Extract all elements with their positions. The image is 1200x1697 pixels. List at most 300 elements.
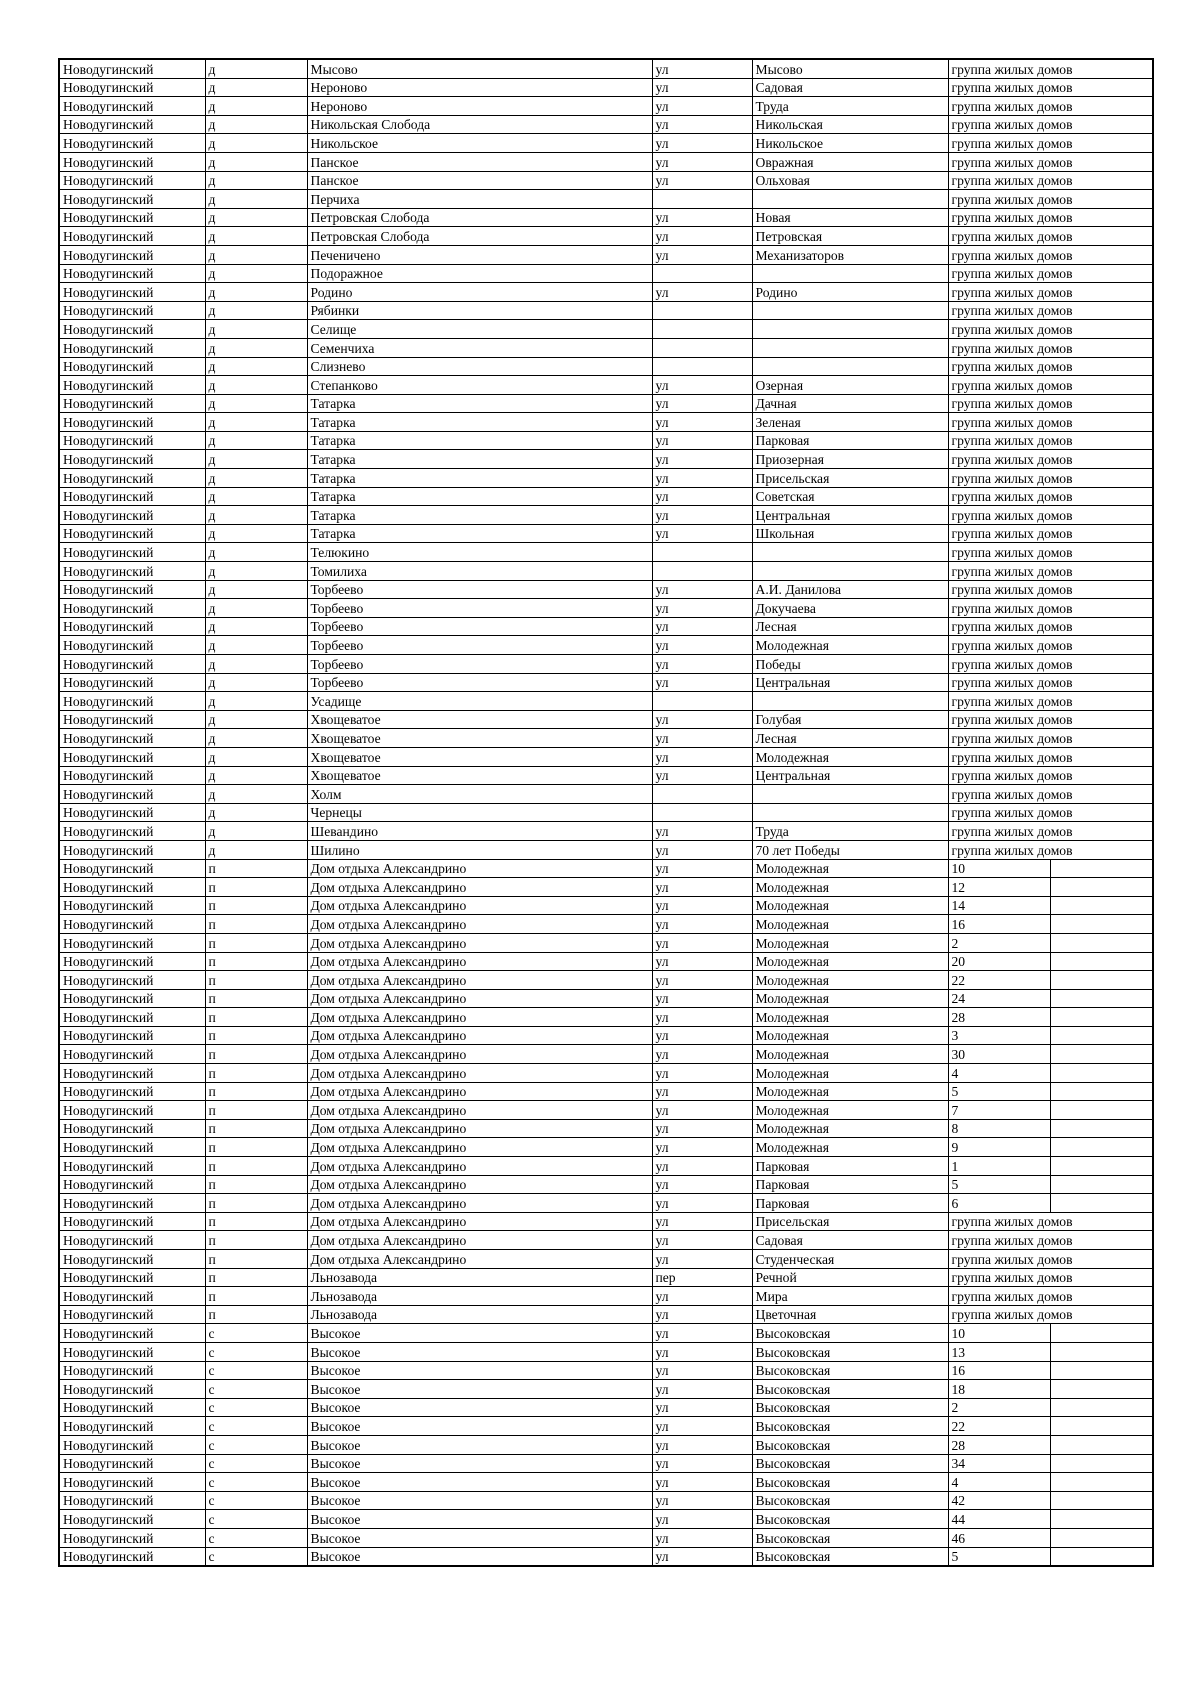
settlement-name-cell: Селище — [307, 320, 652, 339]
street-type-cell — [652, 264, 752, 283]
table-row — [59, 1008, 1153, 1027]
table-row — [59, 1305, 1153, 1324]
district-cell: Новодугинский — [59, 1157, 205, 1176]
table-row — [59, 190, 1153, 209]
empty-cell — [1050, 1175, 1153, 1194]
settlement-name-cell: Татарка — [307, 431, 652, 450]
street-type-cell: ул — [652, 617, 752, 636]
district-cell: Новодугинский — [59, 283, 205, 302]
house-cell: группа жилых домов — [948, 450, 1153, 469]
settlement-type-cell: д — [205, 115, 307, 134]
street-type-cell: ул — [652, 1305, 752, 1324]
settlement-name-cell: Дом отдыха Александрино — [307, 971, 652, 990]
settlement-name-cell: Петровская Слобода — [307, 208, 652, 227]
settlement-name-cell: Высокое — [307, 1380, 652, 1399]
address-table — [58, 58, 1154, 1567]
empty-cell — [1050, 1157, 1153, 1176]
house-cell: 1 — [948, 1157, 1050, 1176]
table-row — [59, 394, 1153, 413]
district-cell: Новодугинский — [59, 1491, 205, 1510]
district-cell: Новодугинский — [59, 655, 205, 674]
settlement-name-cell: Мысово — [307, 59, 652, 78]
house-cell: 9 — [948, 1138, 1050, 1157]
settlement-name-cell: Высокое — [307, 1324, 652, 1343]
settlement-type-cell: д — [205, 227, 307, 246]
house-cell: группа жилых домов — [948, 227, 1153, 246]
settlement-type-cell: д — [205, 283, 307, 302]
street-type-cell: ул — [652, 915, 752, 934]
settlement-name-cell: Татарка — [307, 524, 652, 543]
house-cell: группа жилых домов — [948, 729, 1153, 748]
street-name-cell: Высоковская — [752, 1473, 948, 1492]
settlement-name-cell: Дом отдыха Александрино — [307, 1157, 652, 1176]
settlement-name-cell: Печеничено — [307, 245, 652, 264]
street-name-cell: Никольская — [752, 115, 948, 134]
street-name-cell: Приозерная — [752, 450, 948, 469]
table-row — [59, 357, 1153, 376]
house-cell: 44 — [948, 1510, 1050, 1529]
settlement-type-cell: д — [205, 245, 307, 264]
table-row — [59, 376, 1153, 395]
settlement-name-cell: Дом отдыха Александрино — [307, 915, 652, 934]
settlement-type-cell: п — [205, 1026, 307, 1045]
house-cell: группа жилых домов — [948, 617, 1153, 636]
street-type-cell: ул — [652, 655, 752, 674]
table-row — [59, 822, 1153, 841]
settlement-name-cell: Панское — [307, 171, 652, 190]
settlement-name-cell: Татарка — [307, 469, 652, 488]
district-cell: Новодугинский — [59, 301, 205, 320]
table-row — [59, 1342, 1153, 1361]
settlement-type-cell: д — [205, 524, 307, 543]
table-row — [59, 1026, 1153, 1045]
settlement-type-cell: п — [205, 859, 307, 878]
house-cell: группа жилых домов — [948, 1268, 1153, 1287]
table-row — [59, 1101, 1153, 1120]
settlement-type-cell: д — [205, 729, 307, 748]
settlement-name-cell: Дом отдыха Александрино — [307, 1101, 652, 1120]
street-name-cell: Лесная — [752, 617, 948, 636]
district-cell: Новодугинский — [59, 878, 205, 897]
table-row — [59, 208, 1153, 227]
street-name-cell: Молодежная — [752, 971, 948, 990]
table-row — [59, 1045, 1153, 1064]
street-name-cell: Труда — [752, 822, 948, 841]
settlement-type-cell: д — [205, 152, 307, 171]
table-row — [59, 599, 1153, 618]
district-cell: Новодугинский — [59, 1082, 205, 1101]
settlement-type-cell: д — [205, 487, 307, 506]
settlement-name-cell: Татарка — [307, 487, 652, 506]
house-cell: 3 — [948, 1026, 1050, 1045]
settlement-name-cell: Усадище — [307, 692, 652, 711]
table-row — [59, 264, 1153, 283]
settlement-name-cell: Дом отдыха Александрино — [307, 1138, 652, 1157]
street-name-cell: Зеленая — [752, 413, 948, 432]
settlement-type-cell: п — [205, 915, 307, 934]
street-name-cell: Молодежная — [752, 1045, 948, 1064]
settlement-name-cell: Телюкино — [307, 543, 652, 562]
settlement-name-cell: Петровская Слобода — [307, 227, 652, 246]
table-row — [59, 1250, 1153, 1269]
street-type-cell — [652, 785, 752, 804]
street-name-cell: Парковая — [752, 1175, 948, 1194]
district-cell: Новодугинский — [59, 710, 205, 729]
table-row — [59, 1417, 1153, 1436]
table-row — [59, 413, 1153, 432]
house-cell: 10 — [948, 1324, 1050, 1343]
empty-cell — [1050, 1045, 1153, 1064]
district-cell: Новодугинский — [59, 376, 205, 395]
settlement-name-cell: Высокое — [307, 1454, 652, 1473]
settlement-type-cell: с — [205, 1473, 307, 1492]
district-cell: Новодугинский — [59, 562, 205, 581]
district-cell: Новодугинский — [59, 1324, 205, 1343]
street-name-cell: Голубая — [752, 710, 948, 729]
district-cell: Новодугинский — [59, 1435, 205, 1454]
settlement-type-cell: д — [205, 580, 307, 599]
house-cell: 13 — [948, 1342, 1050, 1361]
table-row — [59, 785, 1153, 804]
house-cell: группа жилых домов — [948, 152, 1153, 171]
street-name-cell: Молодежная — [752, 1082, 948, 1101]
street-type-cell: ул — [652, 1157, 752, 1176]
empty-cell — [1050, 1380, 1153, 1399]
settlement-type-cell: п — [205, 1231, 307, 1250]
settlement-name-cell: Дом отдыха Александрино — [307, 1064, 652, 1083]
street-type-cell: ул — [652, 152, 752, 171]
street-type-cell — [652, 803, 752, 822]
street-type-cell: ул — [652, 171, 752, 190]
street-type-cell: ул — [652, 1361, 752, 1380]
district-cell: Новодугинский — [59, 1305, 205, 1324]
street-name-cell: Высоковская — [752, 1398, 948, 1417]
settlement-name-cell: Высокое — [307, 1528, 652, 1547]
street-name-cell: Молодежная — [752, 1101, 948, 1120]
table-row — [59, 766, 1153, 785]
house-cell: 4 — [948, 1473, 1050, 1492]
settlement-name-cell: Нероново — [307, 78, 652, 97]
district-cell: Новодугинский — [59, 1417, 205, 1436]
street-name-cell: Ольховая — [752, 171, 948, 190]
street-name-cell: 70 лет Победы — [752, 840, 948, 859]
street-type-cell: ул — [652, 115, 752, 134]
settlement-type-cell: д — [205, 692, 307, 711]
settlement-type-cell: д — [205, 617, 307, 636]
house-cell: группа жилых домов — [948, 636, 1153, 655]
house-cell: группа жилых домов — [948, 840, 1153, 859]
settlement-type-cell: д — [205, 134, 307, 153]
settlement-name-cell: Высокое — [307, 1342, 652, 1361]
table-row — [59, 747, 1153, 766]
house-cell: группа жилых домов — [948, 655, 1153, 674]
street-type-cell — [652, 543, 752, 562]
settlement-name-cell: Холм — [307, 785, 652, 804]
settlement-name-cell: Дом отдыха Александрино — [307, 1008, 652, 1027]
house-cell: группа жилых домов — [948, 190, 1153, 209]
street-name-cell: Центральная — [752, 673, 948, 692]
street-type-cell: ул — [652, 1454, 752, 1473]
settlement-type-cell: д — [205, 562, 307, 581]
settlement-name-cell: Дом отдыха Александрино — [307, 1045, 652, 1064]
street-type-cell: ул — [652, 673, 752, 692]
settlement-name-cell: Хвощеватое — [307, 729, 652, 748]
house-cell: группа жилых домов — [948, 599, 1153, 618]
district-cell: Новодугинский — [59, 1287, 205, 1306]
settlement-type-cell: д — [205, 376, 307, 395]
empty-cell — [1050, 989, 1153, 1008]
street-name-cell: Присельская — [752, 1212, 948, 1231]
street-name-cell: Высоковская — [752, 1361, 948, 1380]
settlement-type-cell: п — [205, 1194, 307, 1213]
house-cell: группа жилых домов — [948, 803, 1153, 822]
house-cell: 22 — [948, 971, 1050, 990]
district-cell: Новодугинский — [59, 822, 205, 841]
street-name-cell: Мира — [752, 1287, 948, 1306]
settlement-name-cell: Панское — [307, 152, 652, 171]
settlement-type-cell: д — [205, 264, 307, 283]
street-name-cell: Мысово — [752, 59, 948, 78]
district-cell: Новодугинский — [59, 971, 205, 990]
settlement-type-cell: д — [205, 822, 307, 841]
street-type-cell: ул — [652, 450, 752, 469]
street-type-cell: ул — [652, 59, 752, 78]
street-type-cell: ул — [652, 747, 752, 766]
settlement-name-cell: Никольское — [307, 134, 652, 153]
street-name-cell: Механизаторов — [752, 245, 948, 264]
street-type-cell: ул — [652, 599, 752, 618]
table-row — [59, 450, 1153, 469]
settlement-type-cell: с — [205, 1342, 307, 1361]
street-name-cell: Школьная — [752, 524, 948, 543]
street-name-cell: Докучаева — [752, 599, 948, 618]
street-name-cell — [752, 264, 948, 283]
settlement-name-cell: Рябинки — [307, 301, 652, 320]
street-name-cell — [752, 562, 948, 581]
settlement-type-cell: п — [205, 896, 307, 915]
street-type-cell: ул — [652, 1212, 752, 1231]
street-type-cell: ул — [652, 580, 752, 599]
settlement-name-cell: Высокое — [307, 1547, 652, 1566]
settlement-type-cell: д — [205, 506, 307, 525]
house-cell: группа жилых домов — [948, 1287, 1153, 1306]
street-name-cell: Садовая — [752, 78, 948, 97]
table-row — [59, 1435, 1153, 1454]
table-row — [59, 933, 1153, 952]
street-type-cell: ул — [652, 1417, 752, 1436]
street-type-cell: ул — [652, 1119, 752, 1138]
house-cell: группа жилых домов — [948, 710, 1153, 729]
street-name-cell: Высоковская — [752, 1380, 948, 1399]
street-type-cell: ул — [652, 227, 752, 246]
settlement-type-cell: д — [205, 394, 307, 413]
settlement-name-cell: Льнозавода — [307, 1287, 652, 1306]
street-name-cell: Высоковская — [752, 1435, 948, 1454]
district-cell: Новодугинский — [59, 896, 205, 915]
table-row — [59, 1138, 1153, 1157]
house-cell: группа жилых домов — [948, 692, 1153, 711]
empty-cell — [1050, 1101, 1153, 1120]
settlement-type-cell: д — [205, 840, 307, 859]
settlement-name-cell: Высокое — [307, 1510, 652, 1529]
settlement-name-cell: Семенчиха — [307, 338, 652, 357]
settlement-name-cell: Дом отдыха Александрино — [307, 952, 652, 971]
table-row — [59, 320, 1153, 339]
settlement-type-cell: с — [205, 1528, 307, 1547]
district-cell: Новодугинский — [59, 1175, 205, 1194]
street-name-cell: Парковая — [752, 1194, 948, 1213]
house-cell: группа жилых домов — [948, 115, 1153, 134]
empty-cell — [1050, 1064, 1153, 1083]
empty-cell — [1050, 1138, 1153, 1157]
house-cell: 10 — [948, 859, 1050, 878]
house-cell: группа жилых домов — [948, 524, 1153, 543]
district-cell: Новодугинский — [59, 1510, 205, 1529]
settlement-name-cell: Дом отдыха Александрино — [307, 1231, 652, 1250]
settlement-name-cell: Родино — [307, 283, 652, 302]
settlement-type-cell: п — [205, 989, 307, 1008]
street-name-cell: Высоковская — [752, 1324, 948, 1343]
settlement-name-cell: Хвощеватое — [307, 710, 652, 729]
district-cell: Новодугинский — [59, 1064, 205, 1083]
district-cell: Новодугинский — [59, 803, 205, 822]
house-cell: группа жилых домов — [948, 506, 1153, 525]
table-row — [59, 729, 1153, 748]
house-cell: группа жилых домов — [948, 301, 1153, 320]
street-name-cell: Молодежная — [752, 859, 948, 878]
settlement-name-cell: Высокое — [307, 1361, 652, 1380]
street-type-cell: ул — [652, 506, 752, 525]
settlement-name-cell: Чернецы — [307, 803, 652, 822]
settlement-type-cell: д — [205, 543, 307, 562]
table-row — [59, 245, 1153, 264]
street-name-cell — [752, 785, 948, 804]
settlement-type-cell: п — [205, 1175, 307, 1194]
district-cell: Новодугинский — [59, 1454, 205, 1473]
settlement-type-cell: п — [205, 1101, 307, 1120]
street-type-cell: ул — [652, 971, 752, 990]
district-cell: Новодугинский — [59, 413, 205, 432]
street-type-cell: ул — [652, 431, 752, 450]
street-type-cell: ул — [652, 1287, 752, 1306]
settlement-name-cell: Татарка — [307, 506, 652, 525]
settlement-type-cell: с — [205, 1361, 307, 1380]
house-cell: 14 — [948, 896, 1050, 915]
settlement-type-cell: д — [205, 413, 307, 432]
street-type-cell — [652, 320, 752, 339]
street-type-cell: ул — [652, 413, 752, 432]
settlement-type-cell: д — [205, 97, 307, 116]
table-row — [59, 431, 1153, 450]
settlement-name-cell: Дом отдыха Александрино — [307, 878, 652, 897]
street-type-cell: ул — [652, 840, 752, 859]
empty-cell — [1050, 1473, 1153, 1492]
street-type-cell: ул — [652, 878, 752, 897]
street-name-cell: Родино — [752, 283, 948, 302]
street-name-cell — [752, 301, 948, 320]
street-name-cell: Молодежная — [752, 1026, 948, 1045]
house-cell: 2 — [948, 933, 1050, 952]
house-cell: группа жилых домов — [948, 487, 1153, 506]
settlement-name-cell: Подоражное — [307, 264, 652, 283]
settlement-type-cell: п — [205, 878, 307, 897]
settlement-type-cell: д — [205, 636, 307, 655]
street-name-cell: Молодежная — [752, 952, 948, 971]
street-type-cell: ул — [652, 1324, 752, 1343]
table-row — [59, 1194, 1153, 1213]
house-cell: группа жилых домов — [948, 208, 1153, 227]
street-type-cell: ул — [652, 1528, 752, 1547]
settlement-name-cell: Татарка — [307, 413, 652, 432]
house-cell: группа жилых домов — [948, 543, 1153, 562]
house-cell: 5 — [948, 1547, 1050, 1566]
street-type-cell: ул — [652, 896, 752, 915]
settlement-type-cell: п — [205, 971, 307, 990]
house-cell: 5 — [948, 1082, 1050, 1101]
table-row — [59, 840, 1153, 859]
district-cell: Новодугинский — [59, 264, 205, 283]
street-type-cell: ул — [652, 729, 752, 748]
district-cell: Новодугинский — [59, 171, 205, 190]
house-cell: группа жилых домов — [948, 562, 1153, 581]
house-cell: группа жилых домов — [948, 376, 1153, 395]
district-cell: Новодугинский — [59, 1194, 205, 1213]
table-row — [59, 1082, 1153, 1101]
district-cell: Новодугинский — [59, 320, 205, 339]
district-cell: Новодугинский — [59, 952, 205, 971]
house-cell: группа жилых домов — [948, 413, 1153, 432]
district-cell: Новодугинский — [59, 1380, 205, 1399]
table-body — [59, 59, 1153, 1566]
house-cell: группа жилых домов — [948, 283, 1153, 302]
street-type-cell: ул — [652, 134, 752, 153]
district-cell: Новодугинский — [59, 1212, 205, 1231]
house-cell: группа жилых домов — [948, 1212, 1153, 1231]
district-cell: Новодугинский — [59, 450, 205, 469]
table-row — [59, 152, 1153, 171]
house-cell: 2 — [948, 1398, 1050, 1417]
street-type-cell: ул — [652, 1250, 752, 1269]
table-row — [59, 1510, 1153, 1529]
settlement-type-cell: д — [205, 338, 307, 357]
house-cell: 6 — [948, 1194, 1050, 1213]
street-name-cell: Труда — [752, 97, 948, 116]
district-cell: Новодугинский — [59, 245, 205, 264]
table-row — [59, 487, 1153, 506]
street-type-cell: ул — [652, 1380, 752, 1399]
street-name-cell — [752, 357, 948, 376]
table-row — [59, 989, 1153, 1008]
district-cell: Новодугинский — [59, 469, 205, 488]
street-name-cell — [752, 543, 948, 562]
district-cell: Новодугинский — [59, 580, 205, 599]
settlement-type-cell: д — [205, 208, 307, 227]
district-cell: Новодугинский — [59, 1547, 205, 1566]
table-row — [59, 655, 1153, 674]
empty-cell — [1050, 1324, 1153, 1343]
street-name-cell — [752, 320, 948, 339]
street-name-cell — [752, 692, 948, 711]
table-row — [59, 1380, 1153, 1399]
street-name-cell: Высоковская — [752, 1510, 948, 1529]
empty-cell — [1050, 1528, 1153, 1547]
street-name-cell — [752, 190, 948, 209]
table-row — [59, 1473, 1153, 1492]
street-name-cell: Молодежная — [752, 896, 948, 915]
street-type-cell: ул — [652, 710, 752, 729]
table-row — [59, 878, 1153, 897]
settlement-name-cell: Нероново — [307, 97, 652, 116]
